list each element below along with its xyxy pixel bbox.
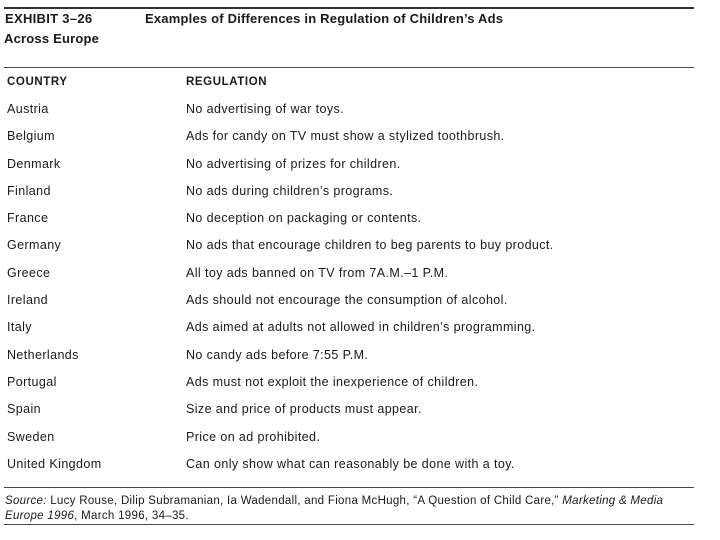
table-row: [0, 207, 700, 234]
regulation-cell: Ads aimed at adults not allowed in children’s programming.: [186, 320, 536, 335]
regulation-cell: Ads for candy on TV must show a stylized toothbrush.: [186, 129, 505, 144]
table-row: [0, 98, 700, 125]
footer-rule: [4, 487, 694, 488]
regulation-cell: Ads must not exploit the inexperience of children.: [186, 374, 479, 389]
exhibit-title: Examples of Differences in Regulation of Children’s Ads: [145, 11, 504, 26]
country-cell: Belgium: [7, 129, 55, 144]
regulation-cell: Price on ad prohibited.: [186, 429, 321, 444]
country-cell: Spain: [7, 402, 41, 417]
table-row: [0, 344, 700, 371]
regulation-cell: No ads during children’s programs.: [186, 183, 394, 198]
regulation-cell: Size and price of products must appear.: [186, 402, 422, 417]
regulation-cell: No ads that encourage children to beg parents to buy product.: [186, 238, 554, 253]
bottom-rule: [4, 524, 694, 525]
source-citation: [5, 494, 695, 524]
column-header-country: COUNTRY: [7, 76, 68, 88]
regulation-cell: No candy ads before 7:55 P.M.: [186, 347, 369, 362]
country-cell: Italy: [7, 320, 32, 335]
country-cell: Finland: [7, 183, 51, 198]
table-row: [0, 453, 700, 480]
country-cell: Sweden: [7, 429, 55, 444]
country-cell: Ireland: [7, 293, 49, 308]
column-header-regulation: REGULATION: [186, 76, 268, 88]
table-row: [0, 398, 700, 425]
regulation-cell: Can only show what can reasonably be done with a toy.: [186, 456, 515, 471]
regulation-cell: Ads should not encourage the consumption of alcohol.: [186, 293, 508, 308]
source-label: Source:: [5, 495, 47, 507]
regulation-cell: No deception on packaging or contents.: [186, 211, 422, 226]
country-cell: France: [7, 211, 49, 226]
country-cell: Austria: [7, 102, 49, 116]
table-row: [0, 153, 700, 180]
table-row: [0, 316, 700, 343]
table-row: [0, 371, 700, 398]
regulation-cell: No advertising of prizes for children.: [186, 156, 401, 171]
regulation-table: [0, 98, 700, 480]
table-row: [0, 426, 700, 453]
top-rule: [4, 7, 694, 9]
country-cell: Netherlands: [7, 347, 79, 362]
table-row: [0, 262, 700, 289]
country-cell: Germany: [7, 238, 62, 253]
source-journal: Marketing & Media Europe 1996: [5, 495, 664, 522]
table-row: [0, 125, 700, 152]
exhibit-number: EXHIBIT 3–26: [5, 11, 93, 26]
header-rule: [4, 67, 694, 68]
table-row: [0, 289, 700, 316]
exhibit-title-continued: Across Europe: [4, 31, 100, 46]
country-cell: Greece: [7, 265, 51, 280]
regulation-cell: All toy ads banned on TV from 7A.M.–1 P.M.: [186, 265, 449, 280]
source-authors: Lucy Rouse, Dilip Subramanian, Ia Wadendall, and Fiona McHugh, “A Question of Child Care,”: [46, 495, 563, 507]
table-row: [0, 180, 700, 207]
country-cell: Denmark: [7, 156, 61, 171]
country-cell: United Kingdom: [7, 456, 102, 471]
regulation-cell: No advertising of war toys.: [186, 102, 345, 116]
table-row: [0, 234, 700, 261]
country-cell: Portugal: [7, 374, 57, 389]
source-details: , March 1996, 34–35.: [74, 510, 189, 522]
